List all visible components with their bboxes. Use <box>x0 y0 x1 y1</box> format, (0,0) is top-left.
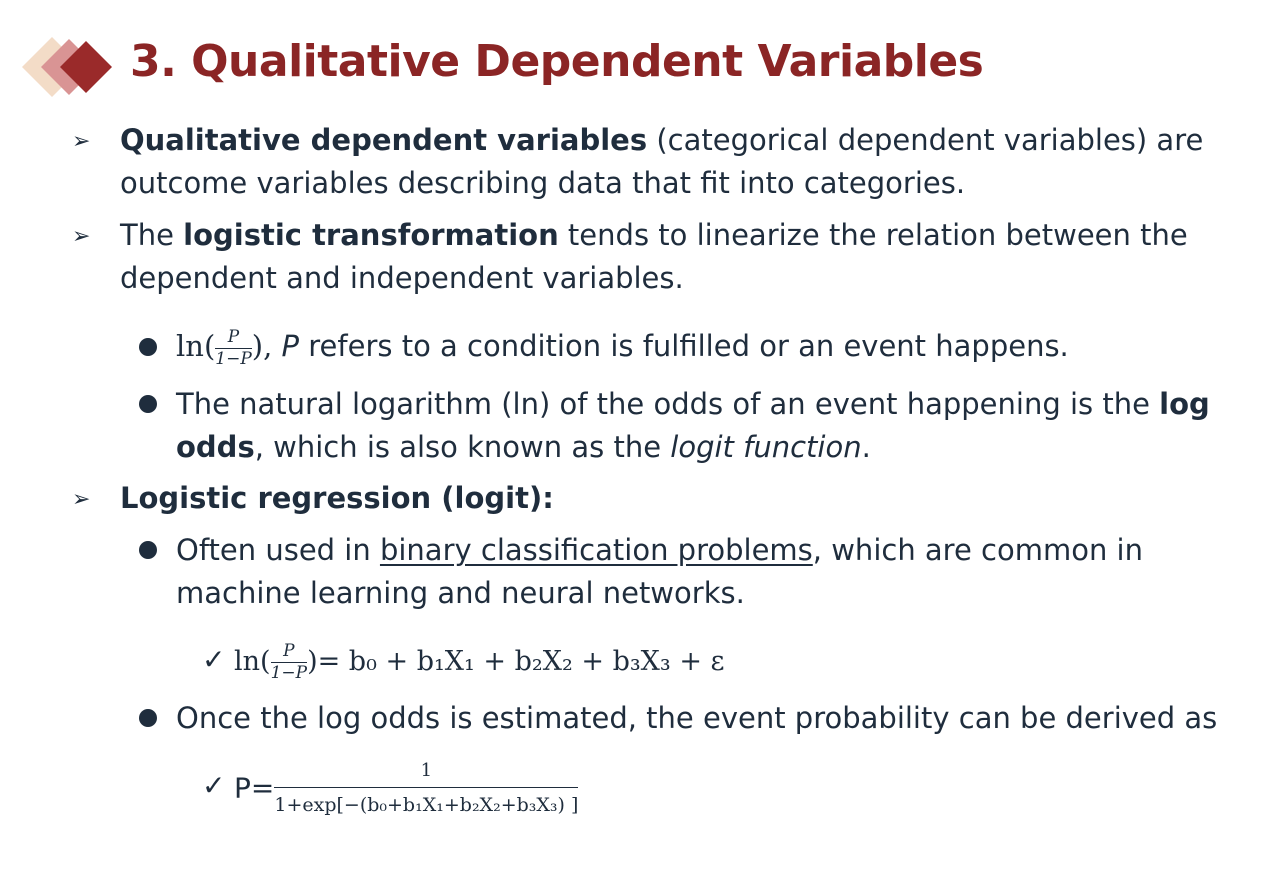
logit-equation: ln( $\frac{P}{1-P}$ )= b₀ + b₁X₁ + b₂X₂ + b₃X₃ + ε <box>234 641 725 683</box>
probability-fraction: $\frac{1}{\text{1+exp[−(b₀+b₁X₁+b₂X₂+b₃X₃) ]}}$ <box>274 760 579 816</box>
subbullet-binary-line1: Often used in binary classification problems, which are common in <box>176 533 1143 567</box>
dot-bullet-icon <box>139 395 157 413</box>
subbullet-natural-log-line2: odds, which is also known as the logit function. <box>176 430 871 464</box>
checkmark-icon: ✓ <box>202 769 226 802</box>
term-logistic-transformation: logistic transformation <box>183 218 559 252</box>
title-diamond-logo <box>22 35 122 99</box>
subbullet-event-probability: Once the log odds is estimated, the event probability can be derived as <box>176 701 1218 735</box>
probability-equation: P= $\frac{1}{\text{1+exp[−(b₀+b₁X₁+b₂X₂+b₃X₃) ]}}$ <box>234 760 579 816</box>
fraction-p-over-1-minus-p: $\frac{P}{1-P}$ <box>215 326 252 369</box>
term-qualitative-dependent-variables: Qualitative dependent variables <box>120 123 648 157</box>
dot-bullet-icon <box>139 541 157 559</box>
dot-bullet-icon <box>139 338 157 356</box>
checkmark-icon: ✓ <box>202 643 226 676</box>
bullet-logistic-regression: Logistic regression (logit): <box>120 481 554 515</box>
subbullet-binary-line2: machine learning and neural networks. <box>176 576 745 610</box>
term-logit-function: logit function <box>670 430 862 464</box>
slide-title: 3. Qualitative Dependent Variables <box>130 36 984 87</box>
bullet-logistic-line1: The logistic transformation tends to linearize the relation between the <box>120 218 1188 252</box>
subbullet-natural-log-line1: The natural logarithm (ln) of the odds of an event happening is the log <box>176 387 1210 421</box>
dot-bullet-icon <box>139 709 157 727</box>
bullet-qualitative-line2: outcome variables describing data that fit into categories. <box>120 166 966 200</box>
arrow-bullet-icon: ➢ <box>72 129 91 154</box>
subbullet-ln-odds: ln( $\frac{P}{1-P}$ ), P refers to a condition is fulfilled or an event happens. <box>176 326 1069 369</box>
arrow-bullet-icon: ➢ <box>72 224 91 249</box>
binary-classification-link[interactable]: binary classification problems <box>379 533 813 567</box>
term-log-odds: odds <box>176 430 255 464</box>
bullet-qualitative-line1: Qualitative dependent variables (categorical dependent variables) are <box>120 123 1204 157</box>
bullet-logistic-line2: dependent and independent variables. <box>120 261 684 295</box>
arrow-bullet-icon: ➢ <box>72 487 91 512</box>
